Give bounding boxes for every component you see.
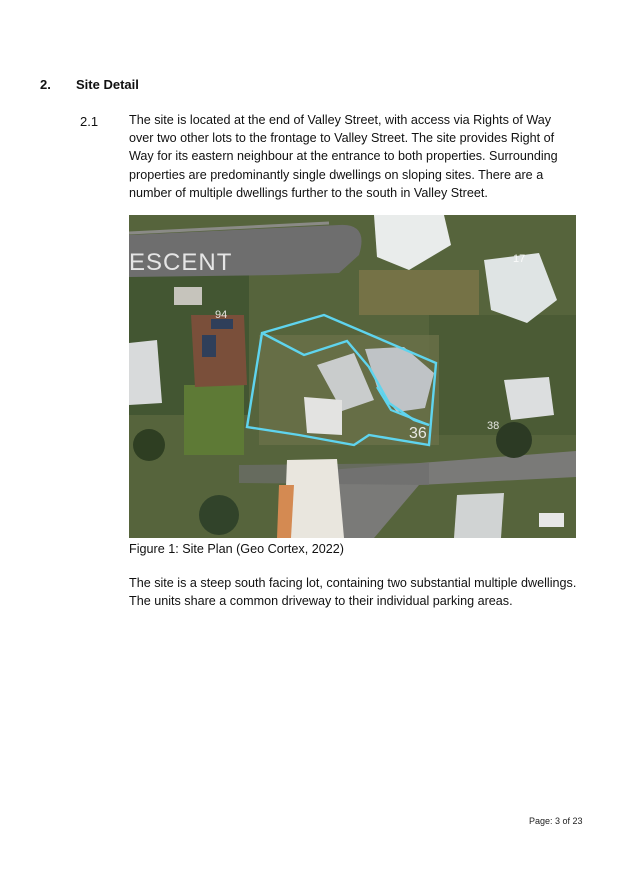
site-plan-aerial-map [129,215,576,538]
map-lot-label: 94 [215,309,228,321]
figure-caption: Figure 1: Site Plan (Geo Cortex, 2022) [129,542,344,556]
paragraph-number: 2.1 [80,114,99,129]
section-number: 2. [40,77,51,92]
section-title: Site Detail [76,77,139,92]
map-lot-label: 36 [409,425,427,442]
page-number: Page: 3 of 23 [529,816,583,826]
map-lot-label: 38 [487,420,500,432]
closing-paragraph: The site is a steep south facing lot, containing two substantial multiple dwellings. The units share a common driveway to their individual parking areas. [129,576,577,609]
map-lot-label: 17 [513,253,526,265]
paragraph-text: The site is located at the end of Valley Street, with access via Rights of Way over two other lots to the frontage to Valley Street. The site provides Right of Way for its eastern neighbour at the entrance to both properties. Surrounding properties are predominantly single dwellings on sloping sites. There are a number of multiple dwellings further to the south in Valley Street. [129,113,558,200]
map-street-label: ESCENT [129,249,233,276]
